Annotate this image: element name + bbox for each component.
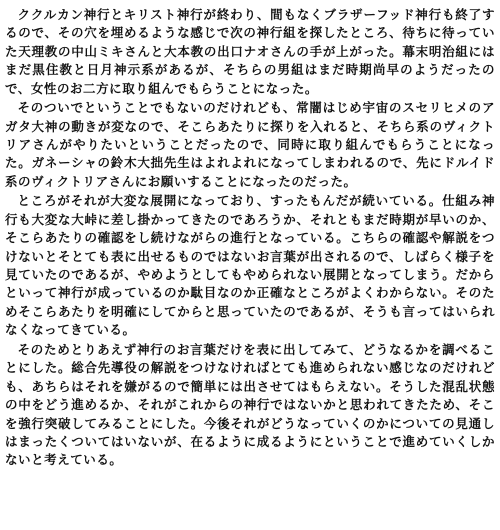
paragraph-1: ククルカン神行とキリスト神行が終わり、間もなくブラザーフッド神行も終了するので、その穴を埋めるような感じで次の神行組を探したところ、待ちに待っていた天理教の中山ミキさんと大本教の出口ナオさんの手が上がった。幕末明治組にはまだ黒住教と日月神示系があるが、そちらの男組はまだ時期尚早のようだったので、女性のお二方に取り組んでもらうことになった。 (5, 7, 495, 96)
paragraph-2: そのついでということでもないのだけれども、常闇はじめ宇宙のスセリヒメのアガタ大神の動きが変なので、そこらあたりに探りを入れると、そちら系のヴィクトリアさんがやりたいということだったので、同時に取り組んでもらうことになった。ガネーシャの鈴木大拙先生はよれよれになってしまわれるので、先にドルイド系のヴィクトリアさんにお願いすることになったのだった。 (5, 100, 495, 189)
paragraph-3: ところがそれが大変な展開になっており、すったもんだが続いている。仕組み神行も大変な大峠に差し掛かってきたのであろうか、それともまだ時期が早いのか、そこらあたりの確認をし続けながらの進行となっている。こちらの確認や解説をつけないとそとても表に出せるものではないお言葉が出されるので、しばらく様子を見ていたのであるが、やめようとしてもやめられない展開となってしまう。だからといって神行が成っているのか駄目なのか正確なところがよくわからない。そのためそこらあたりを明確にしてからと思っていたのであるが、そうも言ってはいられなくなってきている。 (5, 193, 495, 338)
paragraph-4: そのためとりあえず神行のお言葉だけを表に出してみて、どうなるかを調べることにした。総合先導役の解説をつけなければとても進められない感じなのだけれども、あちらはそれを嫌がるので簡単には出させてはもらえない。そうした混乱状態の中をどう進めるか、それがこれからの神行ではないかと思われてきたため、そこを強行突破してみることにした。今後それがどうなっていくのかについての見通しはまったくついてはいないが、在るように成るようにということで進めていくしかないと考えている。 (5, 341, 495, 468)
